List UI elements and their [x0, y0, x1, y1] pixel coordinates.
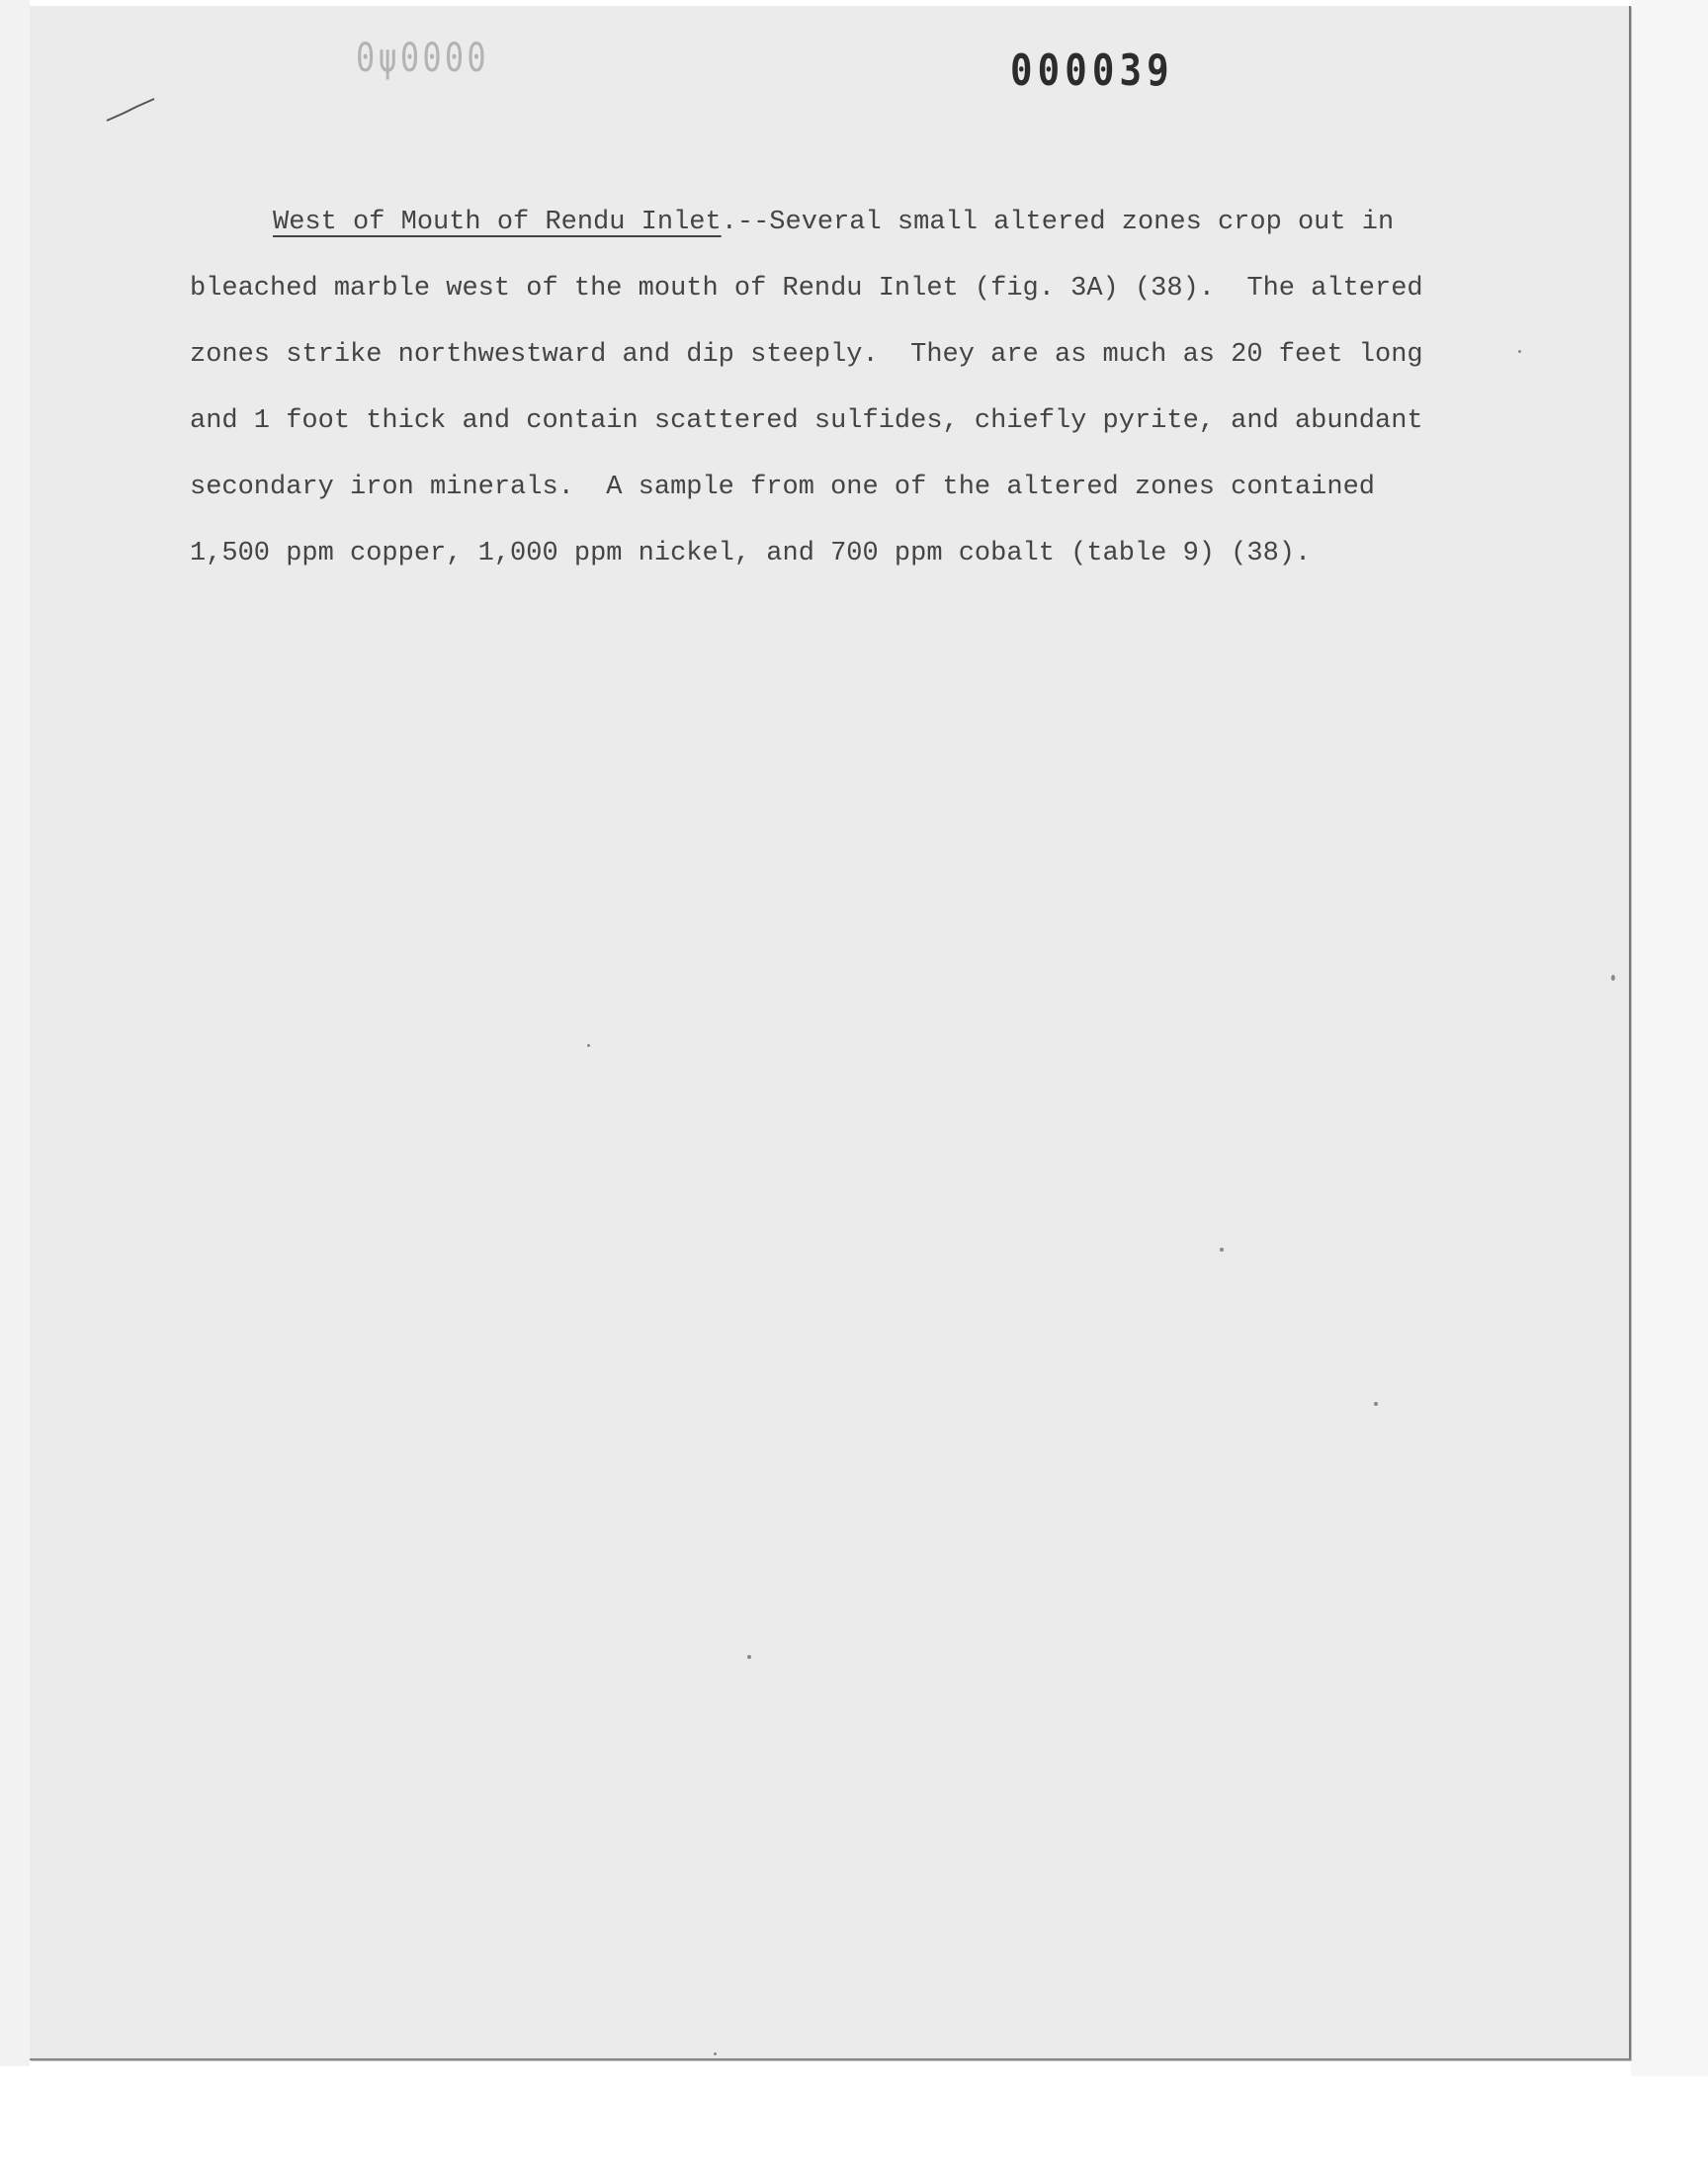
paragraph-line-5: secondary iron minerals. A sample from one of the altered zones contained	[190, 473, 1375, 502]
line1-text: .--Several small altered zones crop out in	[721, 208, 1395, 237]
page-number-stamp: 000039	[1010, 45, 1174, 96]
right-margin	[1631, 0, 1708, 2076]
scan-speck	[714, 2052, 717, 2055]
paragraph-line-1	[190, 190, 1514, 256]
paragraph-line-2: bleached marble west of the mouth of Rendu Inlet (fig. 3A) (38). The altered	[190, 274, 1423, 304]
paragraph-line-6: 1,500 ppm copper, 1,000 ppm nickel, and 700 ppm cobalt (table 9) (38).	[190, 539, 1312, 568]
section-heading: West of Mouth of Rendu Inlet	[273, 208, 722, 237]
pencil-mark-icon	[103, 95, 158, 125]
scan-speck	[1220, 1248, 1224, 1252]
scan-speck	[1518, 350, 1521, 353]
scan-speck	[1611, 975, 1615, 981]
scan-speck	[1374, 1402, 1378, 1406]
scan-speck	[587, 1044, 590, 1047]
left-margin	[0, 0, 30, 2066]
paragraph-line-4: and 1 foot thick and contain scattered sulfides, chiefly pyrite, and abundant	[190, 406, 1423, 436]
scan-speck	[747, 1655, 751, 1659]
paragraph-line-3: zones strike northwestward and dip steeply. They are as much as 20 feet long	[190, 340, 1423, 370]
old-stamp-number: 0ψ0000	[356, 36, 489, 81]
body-paragraph	[190, 190, 1514, 587]
